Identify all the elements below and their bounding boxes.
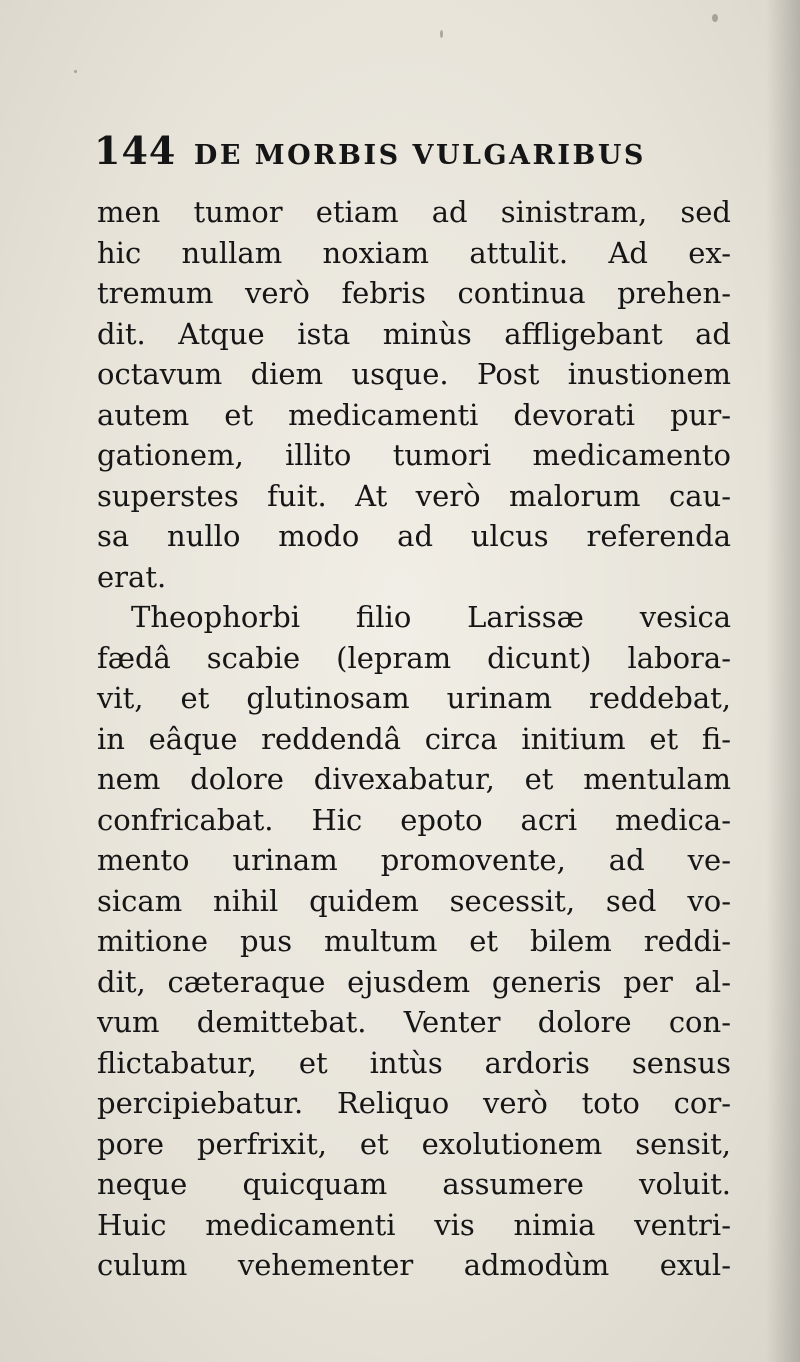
page-edge-shadow (766, 0, 800, 1362)
text-line: vit, et glutinosam urinam reddebat, (97, 681, 731, 715)
text-line: nem dolore divexabatur, et mentulam (97, 762, 731, 796)
text-line: superstes fuit. At verò malorum cau- (97, 478, 731, 513)
text-line: mitione pus multum et bilem reddi- (97, 924, 731, 958)
text-line: dit. Atque ista minùs affligebant ad (97, 316, 731, 351)
text-line: dit, cæteraque ejusdem generis per al- (97, 964, 731, 999)
paragraph-end-line: erat. (97, 559, 167, 594)
text-line: hic nullam noxiam attulit. Ad ex- (97, 235, 731, 270)
text-line: tremum verò febris continua prehen- (97, 276, 731, 310)
text-line: autem et medicamenti devorati pur- (97, 397, 731, 432)
paper-spot (440, 30, 443, 38)
text-line: mento urinam promovente, ad ve- (97, 843, 731, 877)
text-line: vum demittebat. Venter dolore con- (97, 1005, 731, 1039)
running-head-title: DE MORBIS VULGARIBUS (193, 140, 646, 171)
text-line: culum vehementer admodùm exul- (97, 1248, 731, 1282)
text-line: neque quicquam assumere voluit. (97, 1167, 731, 1201)
paper-spot (712, 14, 718, 22)
text-line: octavum diem usque. Post inustionem (97, 357, 731, 391)
body-text (97, 192, 731, 1286)
running-head (94, 128, 734, 180)
text-line: confricabat. Hic epoto acri medica- (97, 802, 731, 837)
text-line: percipiebatur. Reliquo verò toto cor- (97, 1086, 731, 1120)
text-line: pore perfrixit, et exolutionem sensit, (97, 1126, 731, 1161)
text-line: sa nullo modo ad ulcus referenda (97, 519, 731, 553)
text-line: gationem, illito tumori medicamento (97, 438, 731, 472)
text-line: fædâ scabie (lepram dicunt) labora- (97, 640, 731, 675)
text-line: Huic medicamenti vis nimia ventri- (97, 1207, 731, 1242)
paper-spot (74, 70, 77, 73)
text-line: sicam nihil quidem secessit, sed vo- (97, 883, 731, 918)
text-line: men tumor etiam ad sinistram, sed (97, 195, 731, 229)
page-number: 144 (94, 128, 177, 173)
text-line: in eâque reddendâ circa initium et fi- (97, 721, 731, 756)
text-line: flictabatur, et intùs ardoris sensus (97, 1045, 731, 1080)
paragraph-start-line: Theophorbi filio Larissæ vesica (131, 600, 731, 634)
